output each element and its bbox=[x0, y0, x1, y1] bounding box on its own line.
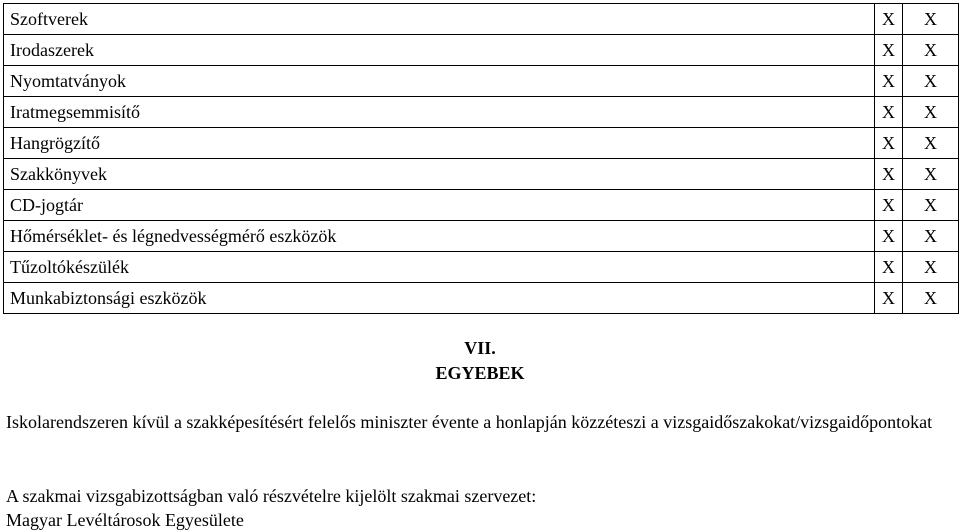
table-row bbox=[4, 4, 959, 35]
organization-label: A szakmai vizsgabizottságban való részvételre kijelölt szakmai szervezet: bbox=[6, 486, 537, 506]
equipment-mark: X bbox=[903, 159, 959, 190]
table-row bbox=[4, 66, 959, 97]
equipment-mark: X bbox=[903, 128, 959, 159]
equipment-mark: X bbox=[903, 35, 959, 66]
equipment-mark: X bbox=[903, 4, 959, 35]
equipment-mark: X bbox=[875, 159, 903, 190]
equipment-name: CD-jogtár bbox=[4, 190, 875, 221]
equipment-name: Hangrögzítő bbox=[4, 128, 875, 159]
equipment-mark: X bbox=[903, 283, 959, 314]
equipment-mark: X bbox=[875, 190, 903, 221]
equipment-table bbox=[3, 3, 959, 314]
equipment-name: Tűzoltókészülék bbox=[4, 252, 875, 283]
equipment-mark: X bbox=[903, 97, 959, 128]
equipment-mark: X bbox=[903, 66, 959, 97]
section-title: EGYEBEK bbox=[435, 363, 525, 383]
equipment-name: Nyomtatványok bbox=[4, 66, 875, 97]
equipment-mark: X bbox=[875, 221, 903, 252]
section-number: VII. bbox=[464, 338, 496, 358]
equipment-mark: X bbox=[875, 283, 903, 314]
table-row bbox=[4, 159, 959, 190]
equipment-mark: X bbox=[875, 252, 903, 283]
equipment-name: Szakkönyvek bbox=[4, 159, 875, 190]
table-row bbox=[4, 283, 959, 314]
exam-period-paragraph: Iskolarendszeren kívül a szakképesítésért felelős miniszter évente a honlapján közzéteszi a vizsgaidőszakokat/vizsgaidőpontokat bbox=[6, 412, 933, 432]
equipment-mark: X bbox=[875, 66, 903, 97]
equipment-name: Munkabiztonsági eszközök bbox=[4, 283, 875, 314]
equipment-name: Szoftverek bbox=[4, 4, 875, 35]
equipment-mark: X bbox=[875, 35, 903, 66]
equipment-name: Irodaszerek bbox=[4, 35, 875, 66]
table-row bbox=[4, 221, 959, 252]
table-row bbox=[4, 35, 959, 66]
equipment-mark: X bbox=[875, 128, 903, 159]
equipment-mark: X bbox=[903, 252, 959, 283]
organization-name: Magyar Levéltárosok Egyesülete bbox=[6, 510, 244, 530]
equipment-mark: X bbox=[875, 97, 903, 128]
equipment-mark: X bbox=[903, 221, 959, 252]
professional-organization-paragraph bbox=[6, 484, 946, 532]
table-row bbox=[4, 128, 959, 159]
equipment-name: Iratmegsemmisítő bbox=[4, 97, 875, 128]
table-row bbox=[4, 252, 959, 283]
equipment-name: Hőmérséklet- és légnedvességmérő eszközök bbox=[4, 221, 875, 252]
equipment-mark: X bbox=[903, 190, 959, 221]
table-row bbox=[4, 190, 959, 221]
table-row bbox=[4, 97, 959, 128]
equipment-mark: X bbox=[875, 4, 903, 35]
